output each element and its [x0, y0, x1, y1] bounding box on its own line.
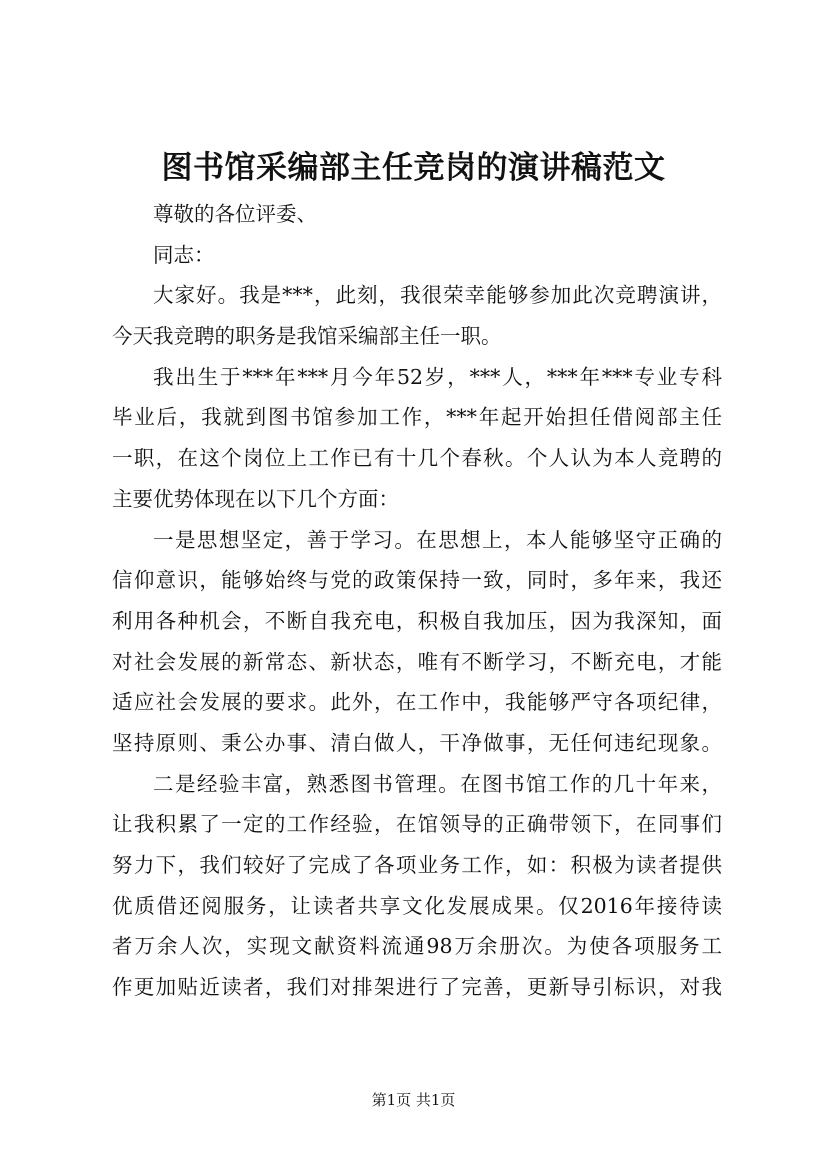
text-line: 作更加贴近读者，我们对排架进行了完善，更新导引标识，对我	[112, 975, 722, 1000]
document-title: 图书馆采编部主任竞岗的演讲稿范文	[161, 150, 666, 186]
text-line: 一职，在这个岗位上工作已有十几个春秋。个人认为本人竞聘的	[112, 446, 722, 471]
text-line: 努力下，我们较好了完成了各项业务工作，如：积极为读者提供	[112, 853, 722, 877]
text-line: 尊敬的各位评委、	[153, 202, 317, 226]
text-line: 对社会发展的新常态、新状态，唯有不断学习，不断充电，才能	[112, 649, 722, 674]
text-line: 坚持原则、秉公办事、清白做人，干净做事，无任何违纪现象。	[112, 730, 722, 755]
text-line: 主要优势体现在以下几个方面：	[112, 486, 399, 511]
text-line: 大家好。我是***，此刻，我很荣幸能够参加此次竞聘演讲，	[153, 283, 722, 308]
document-body	[112, 194, 722, 1008]
text-line: 信仰意识，能够始终与党的政策保持一致，同时，多年来，我还	[112, 568, 722, 593]
text-line: 二是经验丰富，熟悉图书管理。在图书馆工作的几十年来，	[153, 771, 722, 796]
text-line: 让我积累了一定的工作经验，在馆领导的正确带领下，在同事们	[112, 812, 722, 837]
text-line: 适应社会发展的要求。此外，在工作中，我能够严守各项纪律，	[112, 690, 722, 715]
text-line: 者万余人次，实现文献资料流通98万余册次。为使各项服务工	[112, 934, 722, 959]
text-line: 一是思想坚定，善于学习。在思想上，本人能够坚守正确的	[153, 527, 722, 552]
text-line: 利用各种机会，不断自我充电，积极自我加压，因为我深知，面	[112, 608, 722, 633]
text-line: 毕业后，我就到图书馆参加工作，***年起开始担任借阅部主任	[112, 405, 722, 430]
text-line: 今天我竞聘的职务是我馆采编部主任一职。	[112, 324, 502, 349]
text-line: 我出生于***年***月今年52岁，***人，***年***专业专科	[153, 364, 722, 389]
text-line: 同志：	[153, 242, 215, 267]
page-footer: 第1页 共1页	[371, 1091, 456, 1109]
text-line: 优质借还阅服务，让读者共享文化发展成果。仅2016年接待读	[112, 893, 722, 918]
